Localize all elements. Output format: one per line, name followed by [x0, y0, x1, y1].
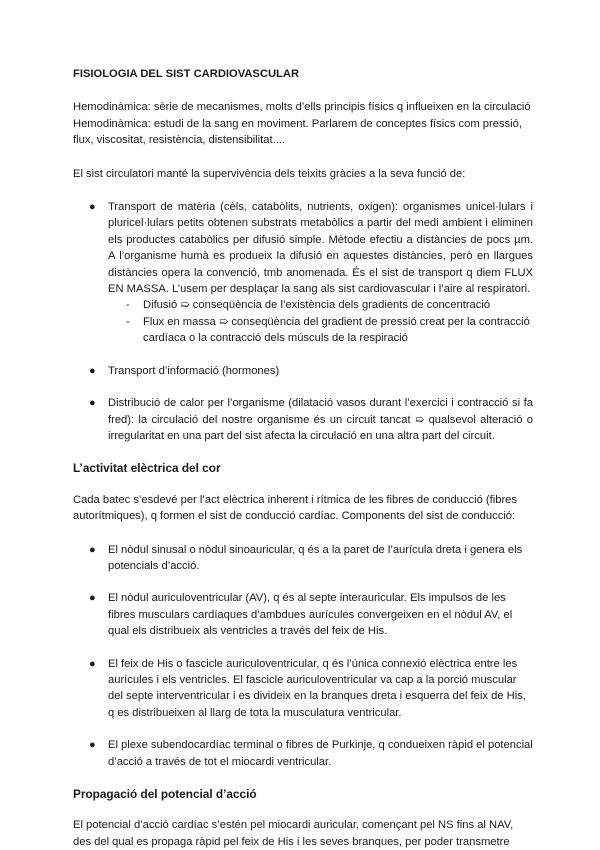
list-item [73, 199, 533, 347]
section-heading: L’activitat elèctrica del cor [73, 461, 221, 476]
list-item [73, 395, 533, 444]
list-item-text: Transport d’informació (hormones) [108, 364, 280, 377]
functions-list [73, 199, 533, 444]
list-item [73, 590, 533, 639]
conduction-components-list [73, 542, 533, 770]
dash-icon: - [126, 315, 130, 328]
list-item [73, 737, 533, 770]
bullet-icon: ● [89, 657, 96, 670]
intro-paragraph: Hemodinàmica: sèrie de mecanismes, molts d’ells principis físics q influeixen en la circulació Hemodinàmica: estudi de la sang en moviment. Parlarem de conceptes físics com pressió, flux, viscositat, resistència, distensibilitat.... [73, 101, 531, 147]
sub-list [108, 297, 533, 346]
sub-list-item [108, 314, 533, 347]
lead-paragraph: El sist circulatori manté la supervivència dels teixits gràcies a la seva funció de: [73, 167, 466, 180]
section-intro: Cada batec s’esdevé per l’act elèctrica inherent i rítmica de les fibres de conducció (fibres autorítmiques), q formen el sist de conducció cardíac. Components del sist de conducció: [73, 493, 517, 523]
list-item-text: El nòdul sinusal o nòdul sinoauricular, q és a la paret de l’aurícula dreta i genera els potencials d’acció. [108, 543, 523, 572]
sub-list-item-text: Flux en massa ➯ conseqüència del gradient de pressió creat per la contracció cardíaca o la contracció dels músculs de la respiració [143, 315, 530, 345]
bullet-icon: ● [89, 364, 96, 377]
bullet-icon: ● [89, 739, 96, 752]
document-page [73, 66, 533, 850]
sub-list-item [108, 297, 533, 313]
bullet-icon: ● [89, 543, 96, 556]
document-title: FISIOLOGIA DEL SIST CARDIOVASCULAR [73, 68, 300, 80]
list-item-text: El plexe subendocardíac terminal o fibres de Purkinje, q condueixen ràpid el potencial d’acció a través de tot el miocardi ventricular. [108, 739, 533, 768]
bullet-icon: ● [89, 397, 96, 410]
bullet-icon: ● [89, 201, 96, 214]
section-paragraph: El potencial d’acció cardíac s’estén pel miocardi auricular, començant pel NS fins al NAV, des del qual es propaga ràpid pel feix de His i les seves branques, per poder transmetre [73, 819, 514, 848]
list-item [73, 542, 533, 575]
list-item [73, 363, 533, 379]
dash-icon: - [126, 299, 130, 312]
list-item-text: El feix de His o fascicle auriculoventricular, q és l’única connexió elèctrica entre les aurícules i els ventricles. El fascicle auriculoventricular va cap a la porció muscular del septe interventricular i es divideix en la branques dreta i esquerra del feix de His, q es distribueixen al llarg de tota la musculatura ventricular. [108, 657, 526, 719]
list-item-text: Transport de matèria (cèls, catabòlits, nutrients, oxigen): organismes unicel·lulars i pluricel·lulars petits obtenen substrats metabòlics a partir del medi ambient i eliminen els productes catabòlics per difusió simple. Mètode efectiu a distàncies de pocs µm. A l’organisme humà es produeix la difusió en aquestes distàncies, però en llargues distàncies opera la convenció, tmb anomenada. És el sist de transport q diem FLUX EN MASSA. L’usem per desplaçar la sang als sist cardiovascular i l’aire al respiratori. [108, 201, 533, 296]
list-item [73, 656, 533, 722]
section-heading: Propagació del potencial d’acció [73, 787, 257, 801]
list-item-text: Distribució de calor per l’organisme (dilatació vasos durant l’exercici i contracció si fa fred): la circulació del nostre organisme és un circuit tancat ➯ qualsevol alteració o irregularitat en una part del sist afecta la circulació en una altra part del circuit. [108, 397, 533, 442]
sub-list-item-text: Difusió ➯ conseqüència de l’existència dels gradients de concentració [143, 299, 491, 312]
list-item-text: El nòdul auriculoventricular (AV), q és al septe interauricular. Els impulsos de les fibres musculars cardíaques d’ambdues aurícules convergeixen en el nòdul AV, el qual els distribueix als ventricles a través del feix de His. [108, 592, 513, 638]
bullet-icon: ● [89, 592, 96, 605]
